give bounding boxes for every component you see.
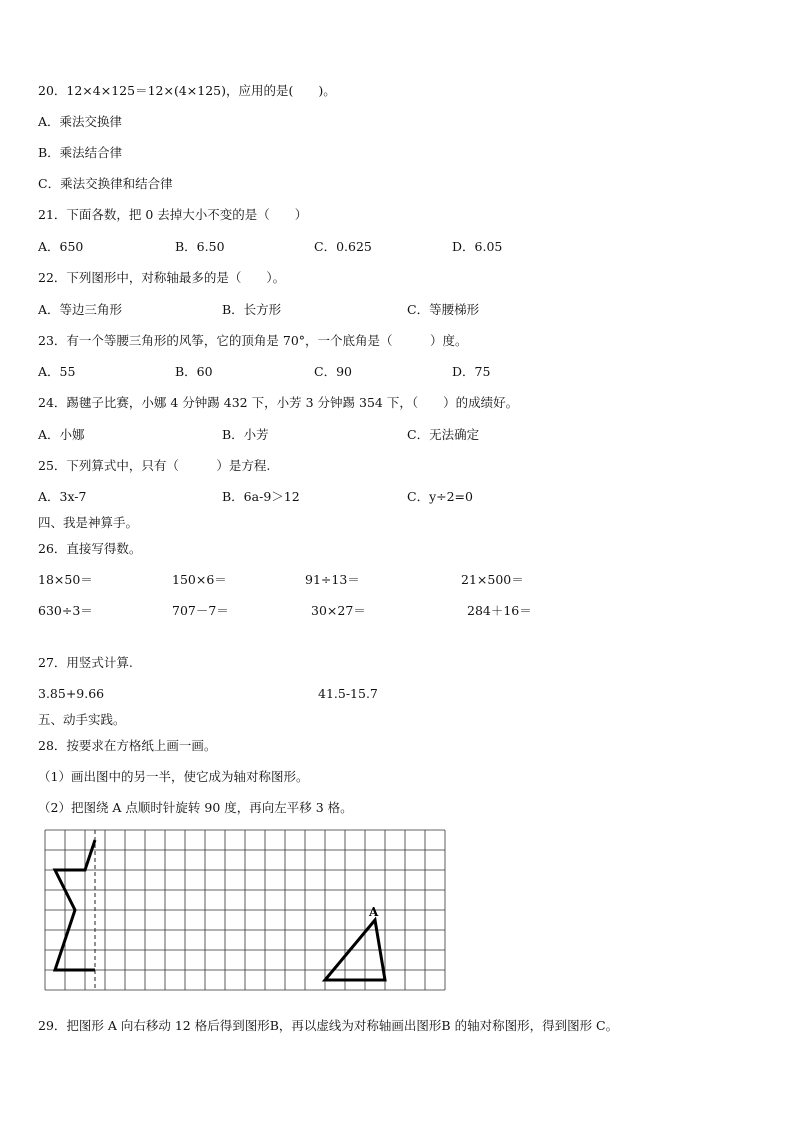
q27-stem: 27．用竖式计算.	[38, 655, 133, 670]
q21-option-c: C．0.625	[314, 239, 372, 254]
q22-option-c: C．等腰梯形	[407, 302, 480, 317]
grid-paper	[44, 829, 446, 1003]
half-shape	[55, 840, 95, 970]
section-4-title: 四、我是神算手。	[38, 515, 139, 530]
q25-option-a: A．3x-7	[38, 489, 87, 504]
q28-stem: 28．按要求在方格纸上画一画。	[38, 738, 217, 753]
q24-option-b: B．小芳	[222, 427, 269, 442]
q23-stem: 23．有一个等腰三角形的风筝，它的顶角是 70°，一个底角是（ ）度。	[38, 333, 468, 348]
q26-item: 284＋16＝	[467, 603, 532, 618]
q26-item: 21×500＝	[461, 572, 524, 587]
q26-item: 18×50＝	[38, 572, 93, 587]
q22-option-b: B．长方形	[222, 302, 282, 317]
q28-sub1: （1）画出图中的另一半，使它成为轴对称图形。	[38, 769, 309, 784]
q23-option-b: B．60	[175, 364, 213, 379]
q26-item: 707－7＝	[172, 603, 229, 618]
q26-item: 91÷13＝	[305, 572, 360, 587]
q22-option-a: A．等边三角形	[38, 302, 123, 317]
q28-sub2: （2）把图绕 A 点顺时针旋转 90 度，再向左平移 3 格。	[38, 800, 353, 815]
label-a: A	[369, 905, 379, 919]
q23-option-c: C．90	[314, 364, 352, 379]
q25-stem: 25．下列算式中，只有（ ）是方程.	[38, 458, 271, 473]
q27-item: 41.5-15.7	[318, 686, 378, 701]
q25-option-c: C．y÷2=0	[407, 489, 473, 504]
q21-option-b: B．6.50	[175, 239, 225, 254]
q24-stem: 24．踢毽子比赛，小娜 4 分钟踢 432 下，小芳 3 分钟踢 354 下，（ ）的成绩好。	[38, 395, 519, 410]
q23-option-d: D．75	[452, 364, 491, 379]
q20-option-a: A．乘法交换律	[38, 114, 123, 129]
section-5-title: 五、动手实践。	[38, 712, 126, 727]
q20-option-c: C．乘法交换律和结合律	[38, 176, 173, 191]
q20-option-b: B．乘法结合律	[38, 145, 123, 160]
q25-option-b: B．6a-9＞12	[222, 489, 300, 504]
q21-option-a: A．650	[38, 239, 84, 254]
q20-stem: 20．12×4×125＝12×(4×125)，应用的是( )。	[38, 83, 336, 98]
q27-item: 3.85+9.66	[38, 686, 105, 701]
q26-item: 630÷3＝	[38, 603, 93, 618]
q29-stem: 29．把图形 A 向右移动 12 格后得到图形B，再以虚线为对称轴画出图形B 的轴对称图形，得到图形 C。	[38, 1018, 619, 1033]
q23-option-a: A．55	[38, 364, 76, 379]
grid-lines	[45, 830, 445, 990]
q22-stem: 22．下列图形中，对称轴最多的是（ ）。	[38, 270, 286, 285]
q24-option-a: A．小娜	[38, 427, 85, 442]
q24-option-c: C．无法确定	[407, 427, 480, 442]
q21-option-d: D．6.05	[452, 239, 503, 254]
q26-stem: 26．直接写得数。	[38, 541, 142, 556]
q21-stem: 21．下面各数，把 0 去掉大小不变的是（ ）	[38, 207, 308, 222]
q26-item: 30×27＝	[311, 603, 366, 618]
q26-item: 150×6＝	[172, 572, 227, 587]
